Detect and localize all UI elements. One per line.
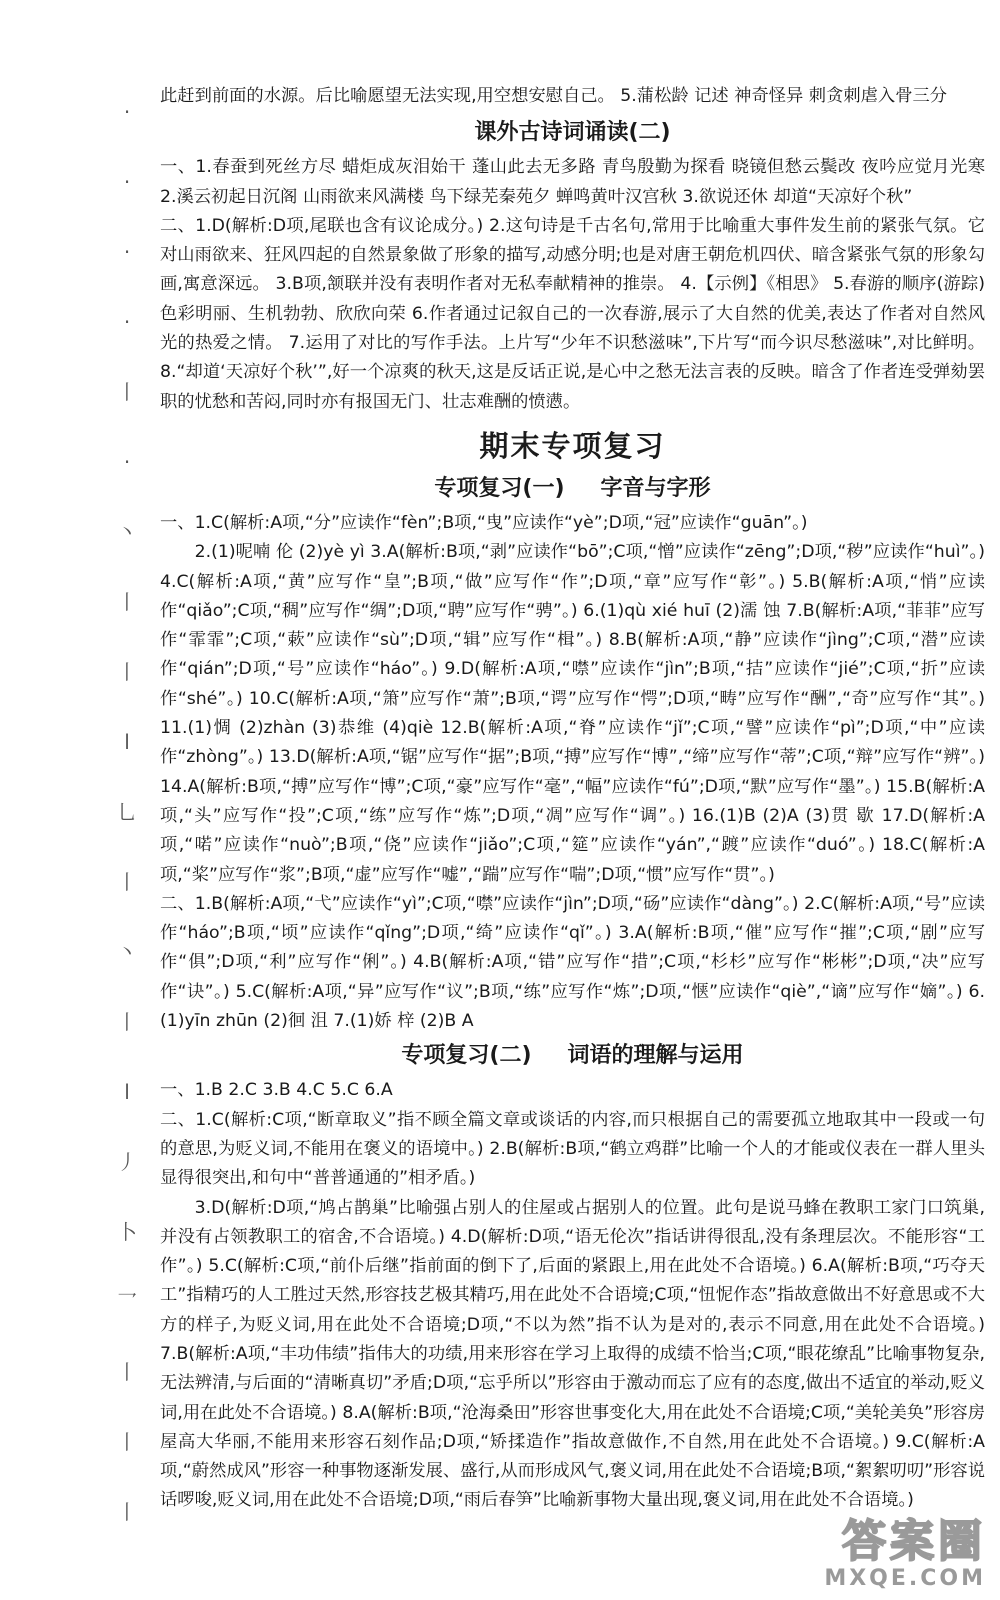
answer-text-column [160,82,985,1516]
gutter-mark: 乛 [117,1290,137,1314]
review-subheading [160,1036,985,1076]
gutter-mark: l [124,730,130,754]
subheading-topic: 词语的理解与运用 [567,1043,744,1069]
gutter-mark: 丨 [117,590,137,614]
gutter-mark: 丨 [117,660,137,684]
site-watermark [786,1518,986,1594]
section-heading: 课外古诗词诵读(二) [474,120,671,146]
gutter-mark: · [123,450,131,474]
gutter-mark: 丨 [117,870,137,894]
answer-paragraph: 一、1.春蚕到死丝方尽 蜡炬成灰泪始干 蓬山此去无多路 青鸟殷勤为探看 晓镜但愁云鬓改 夜吟应觉月光寒 2.溪云初起日沉阁 山雨欲来风满楼 鸟下绿芜秦苑夕 蝉鸣黄叶汉宫秋 3.欲说还休 却道“天凉好个秋” [160,157,985,207]
answer-paragraph: 2.(1)呢喃 伦 (2)yè yì 3.A(解析:B项,“剥”应读作“bō”;C项,“憎”应读作“zēng”;D项,“秽”应读作“huì”。) 4.C(解析:A项,“黄”应写作“皇”;B项,“做”应写作“作”;D项,“章”应写作“彰”。) 5.B(解析:A项,“悄”应读作“qiǎo”;C项,“稠”应写作“绸”;D项,“聘”应写作“骋”。) 6.(1)qù xié huī (2)濡 蚀 7.B(解析:A项,“菲菲”应写作“霏霏”;C项,“蔌”应读作“sù”;D项,“辑”应写作“楫”。) 8.B(解析:A项,“静”应读作“jìng”;C项,“潜”应读作“qián”;D项,“号”应读作“háo”。) 9.D(解析:A项,“噤”应读作“jìn”;B项,“拮”应读作“jié”;C项,“折”应读作“shé”。) 10.C(解析:A项,“箫”应写作“萧”;B项,“谔”应写作“愕”;D项,“畴”应写作“酬”,“奇”应写作“其”。) 11.(1)惆 (2)zhàn (3)恭维 (4)qiè 12.B(解析:A项,“脊”应读作“jǐ”;C项,“譬”应读作“pì”;D项,“中”应读作“zhòng”。) 13.D(解析:A项,“锯”应写作“据”;B项,“搏”应写作“博”,“缔”应写作“蒂”;C项,“辩”应写作“辨”。) 14.A(解析:B项,“搏”应写作“博”;C项,“豪”应写作“毫”,“幅”应读作“fú”;D项,“默”应写作“墨”。) 15.B(解析:A项,“头”应写作“投”;C项,“练”应写作“炼”;D项,“凋”应写作“调”。) 16.(1)B (2)A (3)贯 歇 17.D(解析:A项,“喏”应读作“nuò”;B项,“侥”应读作“jiǎo”;C项,“筵”应读作“yán”,“踱”应读作“duó”。) 18.C(解析:A项,“桨”应写作“浆”;B项,“虚”应写作“嘘”,“踹”应写作“喘”;D项,“惯”应写作“贯”。) [160,542,985,885]
gutter-mark: 丨 [117,1430,137,1454]
answer-paragraph: 一、1.C(解析:A项,“分”应读作“fèn”;B项,“曳”应读作“yè”;D项,“冠”应读作“guān”。) [160,512,808,533]
gutter-mark: 卜 [117,1220,137,1244]
gutter-mark: · [123,310,131,334]
gutter-mark: 丶 [117,940,137,964]
gutter-mark: · [123,240,131,264]
gutter-mark: 乚 [117,800,137,824]
gutter-mark: 丨 [117,1010,137,1034]
gutter-mark: 丨 [117,1360,137,1384]
gutter-mark: 丿 [117,1150,137,1174]
gutter-mark: 丨 [117,1500,137,1524]
watermark-logo-text: 答案圈 [842,1516,986,1567]
gutter-mark: · [123,170,131,194]
watermark-domain: MXQE.COM [824,1566,986,1591]
answer-paragraph: 3.D(解析:D项,“鸠占鹊巢”比喻强占别人的住屋或占据别人的位置。此句是说马蜂在教职工家门口筑巢,并没有占领教职工的宿舍,不合语境。) 4.D(解析:D项,“语无伦次”指话讲得很乱,没有条理层次。不能形容“工作”。) 5.C(解析:C项,“前仆后继”指前面的倒下了,后面的紧跟上,用在此处不合语境。) 6.A(解析:B项,“巧夺天工”指精巧的人工胜过天然,形容技艺极其精巧,用在此处不合语境;C项,“忸怩作态”指故意做出不好意思或不大方的样子,为贬义词,用在此处不合语境;D项,“不以为然”指不认为是对的,表示不同意,用在此处不合语境。) 7.B(解析:A项,“丰功伟绩”指伟大的功绩,用来形容在学习上取得的成绩不恰当;C项,“眼花缭乱”比喻事物复杂,无法辨清,与后面的“清晰真切”矛盾;D项,“忘乎所以”形容由于激动而忘了应有的态度,做出不适宜的举动,贬义词,用在此处不合语境。) 8.A(解析:B项,“沧海桑田”形容世事变化大,用在此处不合语境;C项,“美轮美奂”形容房屋高大华丽,不能用来形容石刻作品;D项,“矫揉造作”指故意做作,不自然,用在此处不合语境。) 9.C(解析:A项,“蔚然成风”形容一种事物逐渐发展、盛行,从而形成风气,褒义词,用在此处不合语境;B项,“絮絮叨叨”形容说话啰唆,贬义词,用在此处不合语境;D项,“雨后春笋”比喻新事物大量出现,褒义词,用在此处不合语境。) [160,1197,985,1511]
gutter-mark: l [124,1080,130,1104]
gutter-mark: 丨 [117,380,137,404]
answer-paragraph: 二、1.C(解析:C项,“断章取义”指不顾全篇文章或谈话的内容,而只根据自己的需要孤立地取其中一段或一句的意思,为贬义词,不能用在褒义的语境中。) 2.B(解析:B项,“鹤立鸡群”比喻一个人的才能或仪表在一群人里头显得很突出,和句中“普普通通的”相矛盾。) [160,1109,985,1189]
review-subheading [160,469,985,509]
gutter-mark: · [123,100,131,124]
gutter-mark: 丶 [117,520,137,544]
subheading-topic: 字音与字形 [600,475,711,501]
subheading-number: 专项复习(二) [401,1043,532,1069]
chapter-title: 期末专项复习 [479,428,666,463]
binding-gutter-marks [114,100,140,1580]
answer-paragraph: 二、1.D(解析:D项,尾联也含有议论成分。) 2.这句诗是千古名句,常用于比喻重大事件发生前的紧张气氛。它对山雨欲来、狂风四起的自然景象做了形象的描写,动感分明;也是对唐王朝危机四伏、暗含紧张气氛的形象勾画,寓意深远。 3.B项,颔联并没有表明作者对无私奉献精神的推崇。 4.【示例】《相思》 5.春游的顺序(游踪) 色彩明丽、生机勃勃、欣欣向荣 6.作者通过记叙自己的一次春游,展示了大自然的优美,表达了作者对自然风光的热爱之情。 7.运用了对比的写作手法。上片写“少年不识愁滋味”,下片写“而今识尽愁滋味”,对比鲜明。 8.“却道‘天凉好个秋’”,好一个凉爽的秋天,这是反话正说,是心中之愁无法言表的反映。暗含了作者连受弹劾罢职的忧愁和苦闷,同时亦有报国无门、壮志难酬的愤懑。 [160,215,985,412]
answer-paragraph: 此赶到前面的水源。后比喻愿望无法实现,用空想安慰自己。 5.蒲松龄 记述 神奇怪异 刺贪刺虐入骨三分 [160,86,948,106]
answer-paragraph: 二、1.B(解析:A项,“弋”应读作“yì”;C项,“噤”应读作“jìn”;D项,“砀”应读作“dàng”。) 2.C(解析:A项,“号”应读作“háo”;B项,“顷”应读作“qǐng”;D项,“绮”应读作“qǐ”。) 3.A(解析:B项,“催”应写作“摧”;C项,“剧”应写作“俱”;D项,“利”应写作“俐”。) 4.B(解析:A项,“错”应写作“措”;C项,“杉杉”应写作“彬彬”;D项,“决”应写作“诀”。) 5.C(解析:A项,“异”应写作“议”;B项,“练”应写作“炼”;D项,“惬”应读作“qiè”,“谪”应写作“嫡”。) 6.(1)yīn zhūn (2)徊 沮 7.(1)娇 梓 (2)B A [160,893,985,1032]
answer-paragraph: 一、1.B 2.C 3.B 4.C 5.C 6.A [160,1080,393,1101]
subheading-number: 专项复习(一) [434,475,565,501]
